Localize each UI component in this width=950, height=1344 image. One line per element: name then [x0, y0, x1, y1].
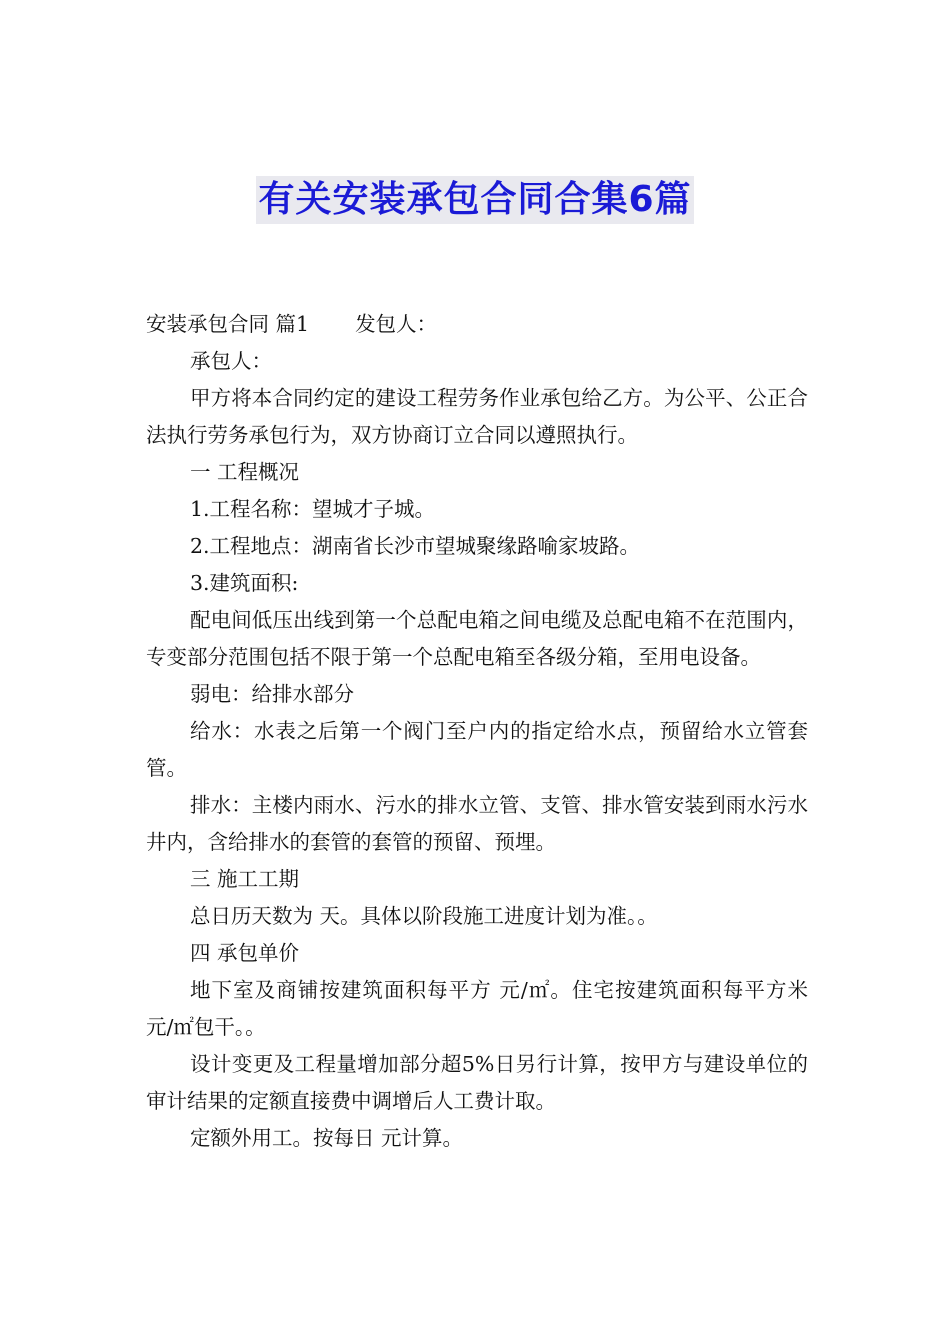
contract-heading: 安装承包合同 篇1 — [146, 312, 310, 336]
paragraph-drainage: 排水：主楼内雨水、污水的排水立管、支管、排水管安装到雨水污水井内，含给排水的套管的套管的预留、预埋。 — [146, 793, 808, 854]
paragraph-power-scope: 配电间低压出线到第一个总配电箱之间电缆及总配电箱不在范围内，专变部分范围包括不限于第一个总配电箱至各级分箱，至用电设备。 — [146, 608, 808, 669]
contract-heading-line — [146, 306, 808, 343]
paragraph-weak-current: 弱电：给排水部分 — [190, 682, 354, 706]
paragraph-design-change: 设计变更及工程量增加部分超5%日另行计算，按甲方与建设单位的审计结果的定额直接费中调增后人工费计取。 — [146, 1052, 808, 1113]
paragraph-project-location: 2.工程地点：湖南省长沙市望城聚缘路喻家坡路。 — [190, 534, 641, 558]
title-container — [0, 176, 950, 224]
paragraph-building-area: 3.建筑面积: — [190, 571, 299, 595]
section-heading-unit-price: 四 承包单价 — [190, 941, 300, 965]
section-heading-overview: 一 工程概况 — [190, 460, 300, 484]
paragraph-project-name: 1.工程名称：望城才子城。 — [190, 497, 436, 521]
party-a-label: 发包人： — [355, 312, 438, 336]
paragraph-total-days: 总日历天数为 天。具体以阶段施工进度计划为准。。 — [190, 904, 658, 928]
paragraph-unit-price: 地下室及商铺按建筑面积每平方 元/㎡。住宅按建筑面积每平方米 元/㎡包干。。 — [146, 978, 808, 1039]
paragraph-water-supply: 给水：水表之后第一个阀门至户内的指定给水点，预留给水立管套管。 — [146, 719, 808, 780]
paragraph-party-b: 承包人： — [190, 349, 272, 373]
section-heading-schedule: 三 施工工期 — [190, 867, 300, 891]
paragraph-intro: 甲方将本合同约定的建设工程劳务作业承包给乙方。为公平、公正合法执行劳务承包行为，双方协商订立合同以遵照执行。 — [146, 386, 808, 447]
paragraph-extra-labor: 定额外用工。按每日 元计算。 — [190, 1126, 464, 1150]
document-body — [146, 306, 808, 1157]
document-title: 有关安装承包合同合集6篇 — [256, 176, 693, 224]
